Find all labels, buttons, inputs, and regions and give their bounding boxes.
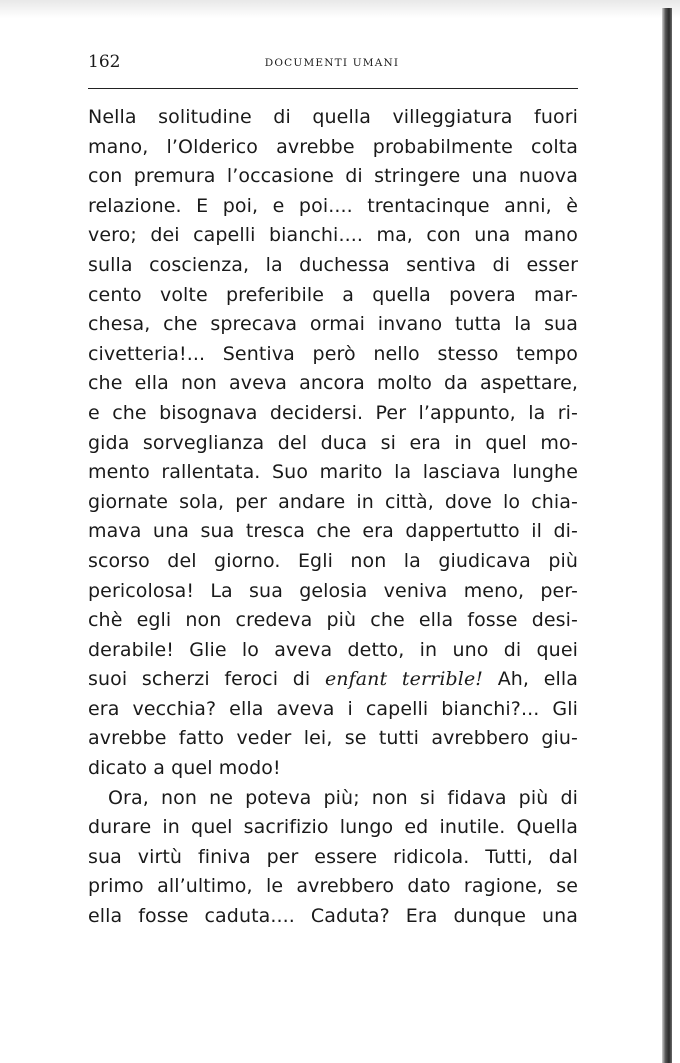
text-line: mano, l’Olderico avrebbe probabilmente colta bbox=[88, 135, 578, 158]
text-line-with-italic bbox=[88, 665, 578, 695]
text-segment: Ah, ella bbox=[483, 668, 579, 691]
text-segment: suoi scherzi feroci di bbox=[88, 668, 325, 691]
italic-phrase: enfant terrible! bbox=[324, 668, 484, 691]
text-line: avrebbe fatto veder lei, se tutti avrebbero giu- bbox=[88, 727, 578, 750]
text-line: relazione. E poi, e poi.... trentacinque anni, è bbox=[88, 194, 578, 217]
body-text bbox=[88, 103, 578, 932]
text-line: ella fosse caduta.... Caduta? Era dunque una bbox=[88, 905, 578, 928]
paragraph-start-line: Ora, non ne poteva più; non si fidava più di bbox=[108, 786, 578, 809]
text-line: mento rallentata. Suo marito la lasciava lunghe bbox=[88, 461, 578, 484]
text-line: chesa, che sprecava ormai invano tutta la sua bbox=[88, 313, 578, 336]
text-line: chè egli non credeva più che ella fosse desi- bbox=[88, 609, 578, 632]
page-number: 162 bbox=[88, 52, 121, 72]
text-line: gida sorveglianza del duca si era in quel mo- bbox=[88, 431, 578, 454]
header-rule bbox=[88, 88, 578, 89]
text-line: vero; dei capelli bianchi.... ma, con una mano bbox=[88, 224, 578, 247]
paragraph-end-line: dicato a quel modo! bbox=[88, 757, 281, 780]
text-line: pericolosa! La sua gelosia veniva meno, per- bbox=[88, 579, 578, 602]
text-line: che ella non aveva ancora molto da aspettare, bbox=[88, 372, 578, 395]
text-line: giornate sola, per andare in città, dove lo chia- bbox=[88, 490, 578, 513]
text-line: cento volte preferibile a quella povera mar- bbox=[88, 283, 578, 306]
text-line: con premura l’occasione di stringere una nuova bbox=[88, 165, 578, 188]
text-line: sulla coscienza, la duchessa sentiva di esser bbox=[88, 253, 578, 276]
text-line: primo all’ultimo, le avrebbero dato ragione, se bbox=[88, 875, 578, 898]
text-line: derabile! Glie lo aveva detto, in uno di quei bbox=[88, 638, 578, 661]
text-line: durare in quel sacrifizio lungo ed inutile. Quella bbox=[88, 816, 578, 839]
running-title: DOCUMENTI UMANI bbox=[264, 57, 400, 69]
text-line: e che bisognava decidersi. Per l’appunto, la ri- bbox=[88, 401, 578, 424]
text-line: mava una sua tresca che era dappertutto il di- bbox=[88, 520, 578, 543]
text-line: sua virtù finiva per essere ridicola. Tutti, dal bbox=[88, 845, 578, 868]
page-binding-edge bbox=[662, 8, 672, 1063]
text-line: scorso del giorno. Egli non la giudicava più bbox=[88, 549, 578, 572]
text-line: era vecchia? ella aveva i capelli bianchi?... Gli bbox=[88, 697, 578, 720]
text-line: Nella solitudine di quella villeggiatura fuori bbox=[88, 106, 578, 128]
page-header bbox=[88, 52, 576, 82]
text-line: civetteria!... Sentiva però nello stesso tempo bbox=[88, 342, 578, 365]
page-top-shading bbox=[0, 0, 680, 18]
